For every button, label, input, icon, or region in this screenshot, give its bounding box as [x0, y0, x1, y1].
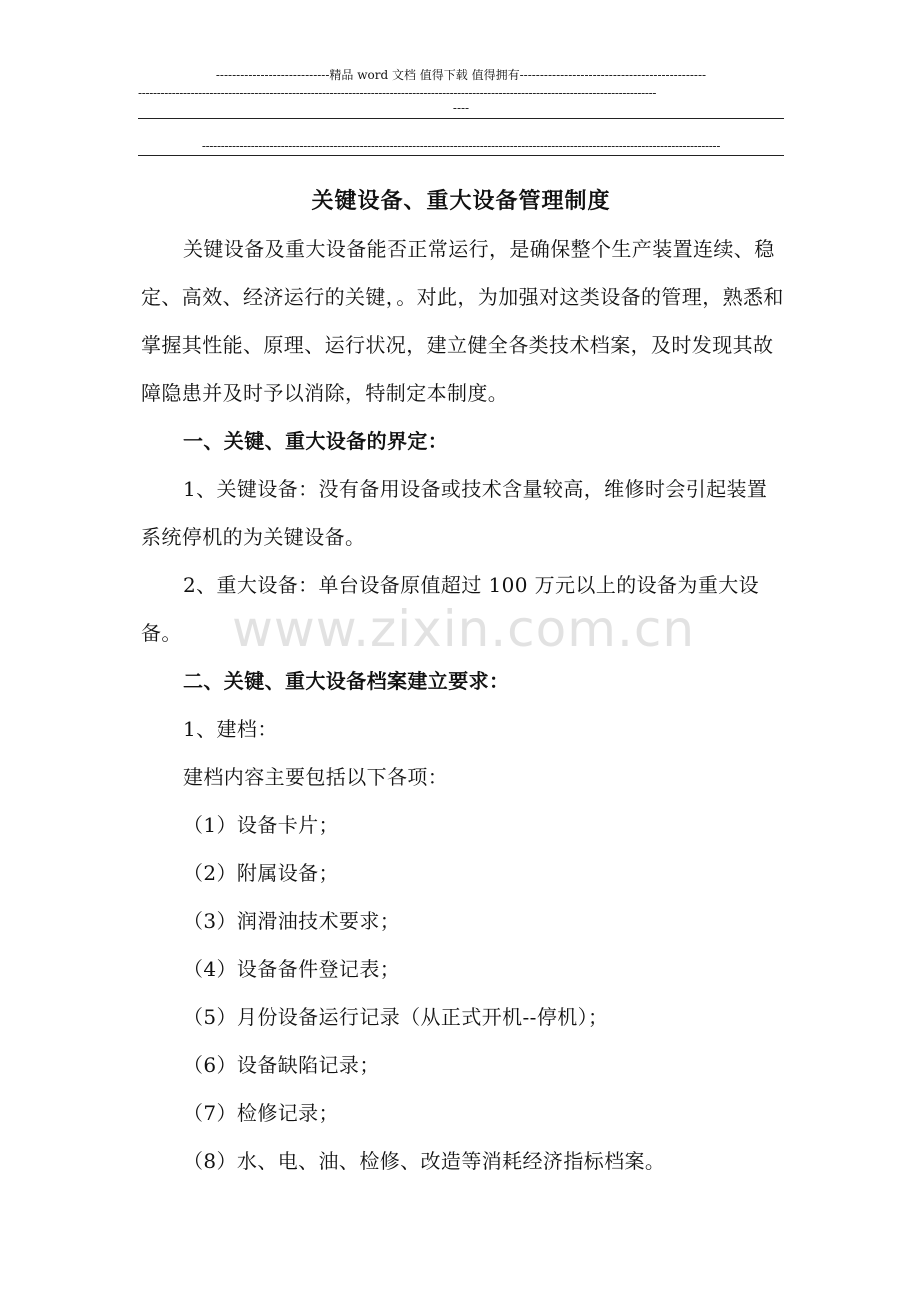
document-title: 关键设备、重大设备管理制度 — [311, 188, 611, 214]
list-item: （2）附属设备； — [183, 861, 339, 885]
header-banner: ----------------------------精品 word 文档 值得下载 值得拥有---------------------------------------------- — [215, 68, 707, 82]
section2-sub1-desc: 建档内容主要包括以下各项： — [183, 765, 449, 789]
header-dash-line-2: ------------------------------------------------------------------------------------------------------------------------------------------ — [201, 139, 721, 153]
header-dash-tail: ---- — [452, 101, 470, 115]
section1-heading: 一、关键、重大设备的界定： — [183, 429, 449, 453]
list-item: （5）月份设备运行记录（从正式开机--停机）； — [183, 1005, 609, 1029]
list-item: （7）检修记录； — [183, 1101, 339, 1125]
header-rule-bottom — [138, 155, 784, 156]
list-item: （1）设备卡片； — [183, 813, 339, 837]
watermark: www.zixin.com.cn — [232, 600, 696, 658]
list-item: （3）润滑油技术要求； — [183, 909, 401, 933]
section1-item1: 1、关键设备：没有备用设备或技术含量较高，维修时会引起装置系统停机的为关键设备。 — [141, 477, 768, 549]
section2-heading: 二、关键、重大设备档案建立要求： — [183, 669, 510, 693]
section1-item2: 2、重大设备：单台设备原值超过 100 万元以上的设备为重大设备。 — [141, 573, 760, 645]
list-item: （4）设备备件登记表； — [183, 957, 401, 981]
section2-sub1: 1、建档： — [183, 717, 278, 741]
header-dash-line: ------------------------------------------------------------------------------------------------------------------------------------------ — [138, 86, 657, 100]
list-item: （8）水、电、油、检修、改造等消耗经济指标档案。 — [183, 1149, 666, 1173]
list-item: （6）设备缺陷记录； — [183, 1053, 380, 1077]
header-rule-top — [138, 118, 784, 119]
intro-paragraph: 关键设备及重大设备能否正常运行，是确保整个生产装置连续、稳定、高效、经济运行的关键，。对此，为加强对这类设备的管理，熟悉和掌握其性能、原理、运行状况，建立健全各类技术档案，及时发现其故障隐患并及时予以消除，特制定本制度。 — [141, 237, 784, 405]
